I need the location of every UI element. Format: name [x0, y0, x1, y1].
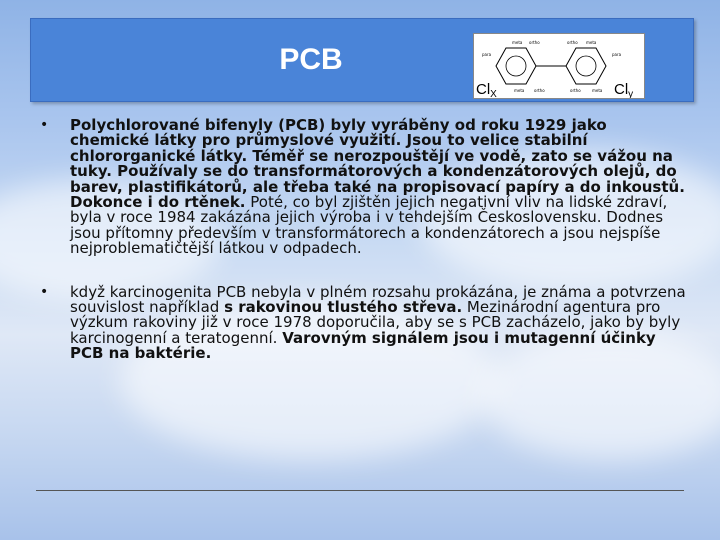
slide-header — [30, 18, 694, 102]
tiny-label: ortho — [567, 40, 578, 45]
tiny-label: ortho — [534, 88, 545, 93]
pcb-structure-diagram — [473, 33, 645, 99]
bullet-1-segment-2: Poté, co byl zjištěn jejich negativní vliv na lidské zdraví, byla v roce 1984 zakázána jejich výroba i v tehdejším Československu. Dodnes jsou přítomny především v transformátorech a kondenzátorech a jsou nejspíše nejproblematičtější látkou v odpadech. — [70, 193, 668, 258]
bullet-2-segment-4: Varovným signálem jsou i mutagenní účinky PCB na baktérie. — [70, 328, 656, 363]
bullet-2-segment-2: s rakovinou tlustého střeva. — [224, 298, 463, 317]
tiny-label: para — [612, 52, 622, 57]
cl-left-label: Cl — [476, 81, 491, 98]
slide-body — [40, 118, 690, 390]
footer-divider — [36, 490, 684, 491]
svg-text:ClX — [476, 81, 497, 98]
bullet-2-segment-3: Mezinárodní agentura pro výzkum rakoviny již v roce 1978 doporučila, aby se s PCB zacházelo, jako by byly karcinogenní a teratogenní. — [70, 298, 681, 347]
tiny-label: meta — [592, 88, 603, 93]
bullet-dot-icon: • — [40, 283, 49, 300]
biphenyl-structure-icon — [474, 34, 644, 98]
tiny-label: para — [482, 52, 492, 57]
bullet-2-segment-1: když karcinogenita PCB nebyla v plném rozsahu prokázána, je známa a potvrzena souvislost například — [70, 282, 686, 317]
bullet-item-1 — [40, 118, 690, 257]
svg-text:Cly — [614, 81, 633, 98]
cl-left-sub: X — [490, 89, 497, 98]
bullet-item-2 — [40, 282, 690, 363]
tiny-label: meta — [586, 40, 597, 45]
cl-right-label: Cl — [614, 81, 629, 98]
bullet-dot-icon: • — [40, 117, 49, 133]
tiny-label: meta — [514, 88, 525, 93]
tiny-label: meta — [512, 40, 523, 45]
bullet-1-segment-1: Polychlorované bifenyly (PCB) byly vyráběny od roku 1929 jako chemické látky pro průmyslové využití. Jsou to velice stabilní chlororganické látky. Téměř se nerozpouštějí ve vodě, zato se vážou na tuky. Používaly se do transformátorových a kondenzátorových olejů, do barev, plastifikátorů, ale třeba také na propisovací papíry a do inkoustů. Dokonce i do rtěnek. — [70, 116, 685, 212]
tiny-label: ortho — [570, 88, 581, 93]
tiny-label: ortho — [529, 40, 540, 45]
cl-right-sub: y — [628, 89, 634, 98]
slide-title: PCB — [279, 43, 343, 76]
